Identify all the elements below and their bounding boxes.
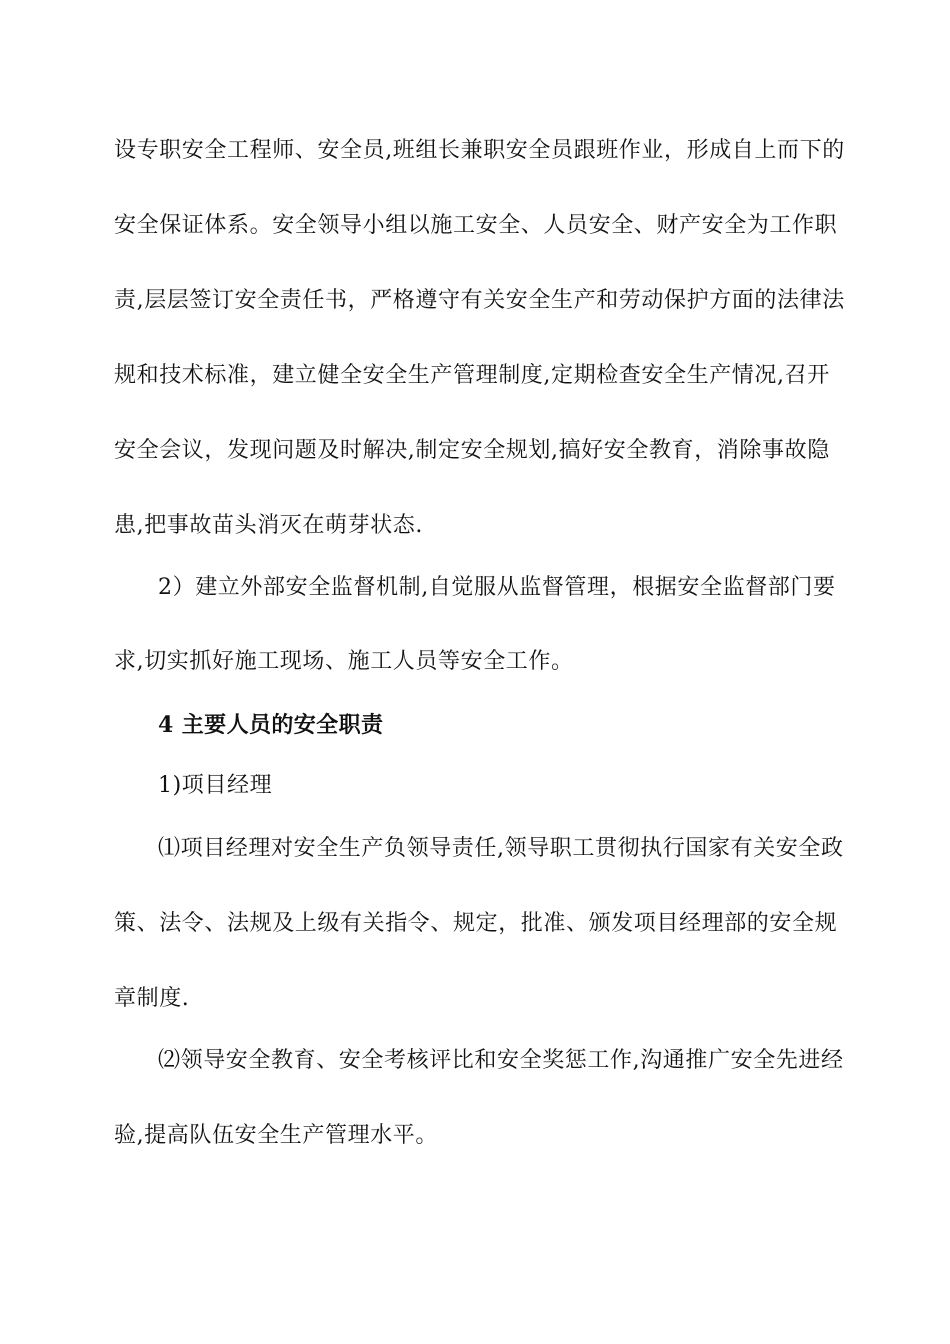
paragraph-line: 安全会议，发现问题及时解决,制定安全规划,搞好安全教育，消除事故隐 [114,438,830,463]
paragraph-line: 患,把事故苗头消灭在萌芽状态. [114,513,423,538]
paragraph-line: ⑴项目经理对安全生产负领导责任,领导职工贯彻执行国家有关安全政 [158,836,844,861]
paragraph-line: ⑵领导安全教育、安全考核评比和安全奖惩工作,沟通推广安全先进经 [158,1048,844,1073]
paragraph-line: 求,切实抓好施工现场、施工人员等安全工作。 [114,649,574,674]
subsection-heading: 1)项目经理 [158,773,273,798]
paragraph-line: 责,层层签订安全责任书，严格遵守有关安全生产和劳动保护方面的法律法 [114,288,845,313]
section-heading: 4 主要人员的安全职责 [158,712,384,738]
paragraph-line: 设专职安全工程师、安全员,班组长兼职安全员跟班作业，形成自上而下的 [114,138,845,163]
paragraph-line: 策、法令、法规及上级有关指令、规定，批准、颁发项目经理部的安全规 [114,911,838,936]
paragraph-line: 规和技术标准，建立健全安全生产管理制度,定期检查安全生产情况,召开 [114,363,830,388]
paragraph-line: 验,提高队伍安全生产管理水平。 [114,1123,438,1148]
paragraph-line: 2）建立外部安全监督机制,自觉服从监督管理，根据安全监督部门要 [158,575,836,600]
paragraph-line: 章制度. [114,986,190,1011]
paragraph-line: 安全保证体系。安全领导小组以施工安全、人员安全、财产安全为工作职 [114,213,838,238]
